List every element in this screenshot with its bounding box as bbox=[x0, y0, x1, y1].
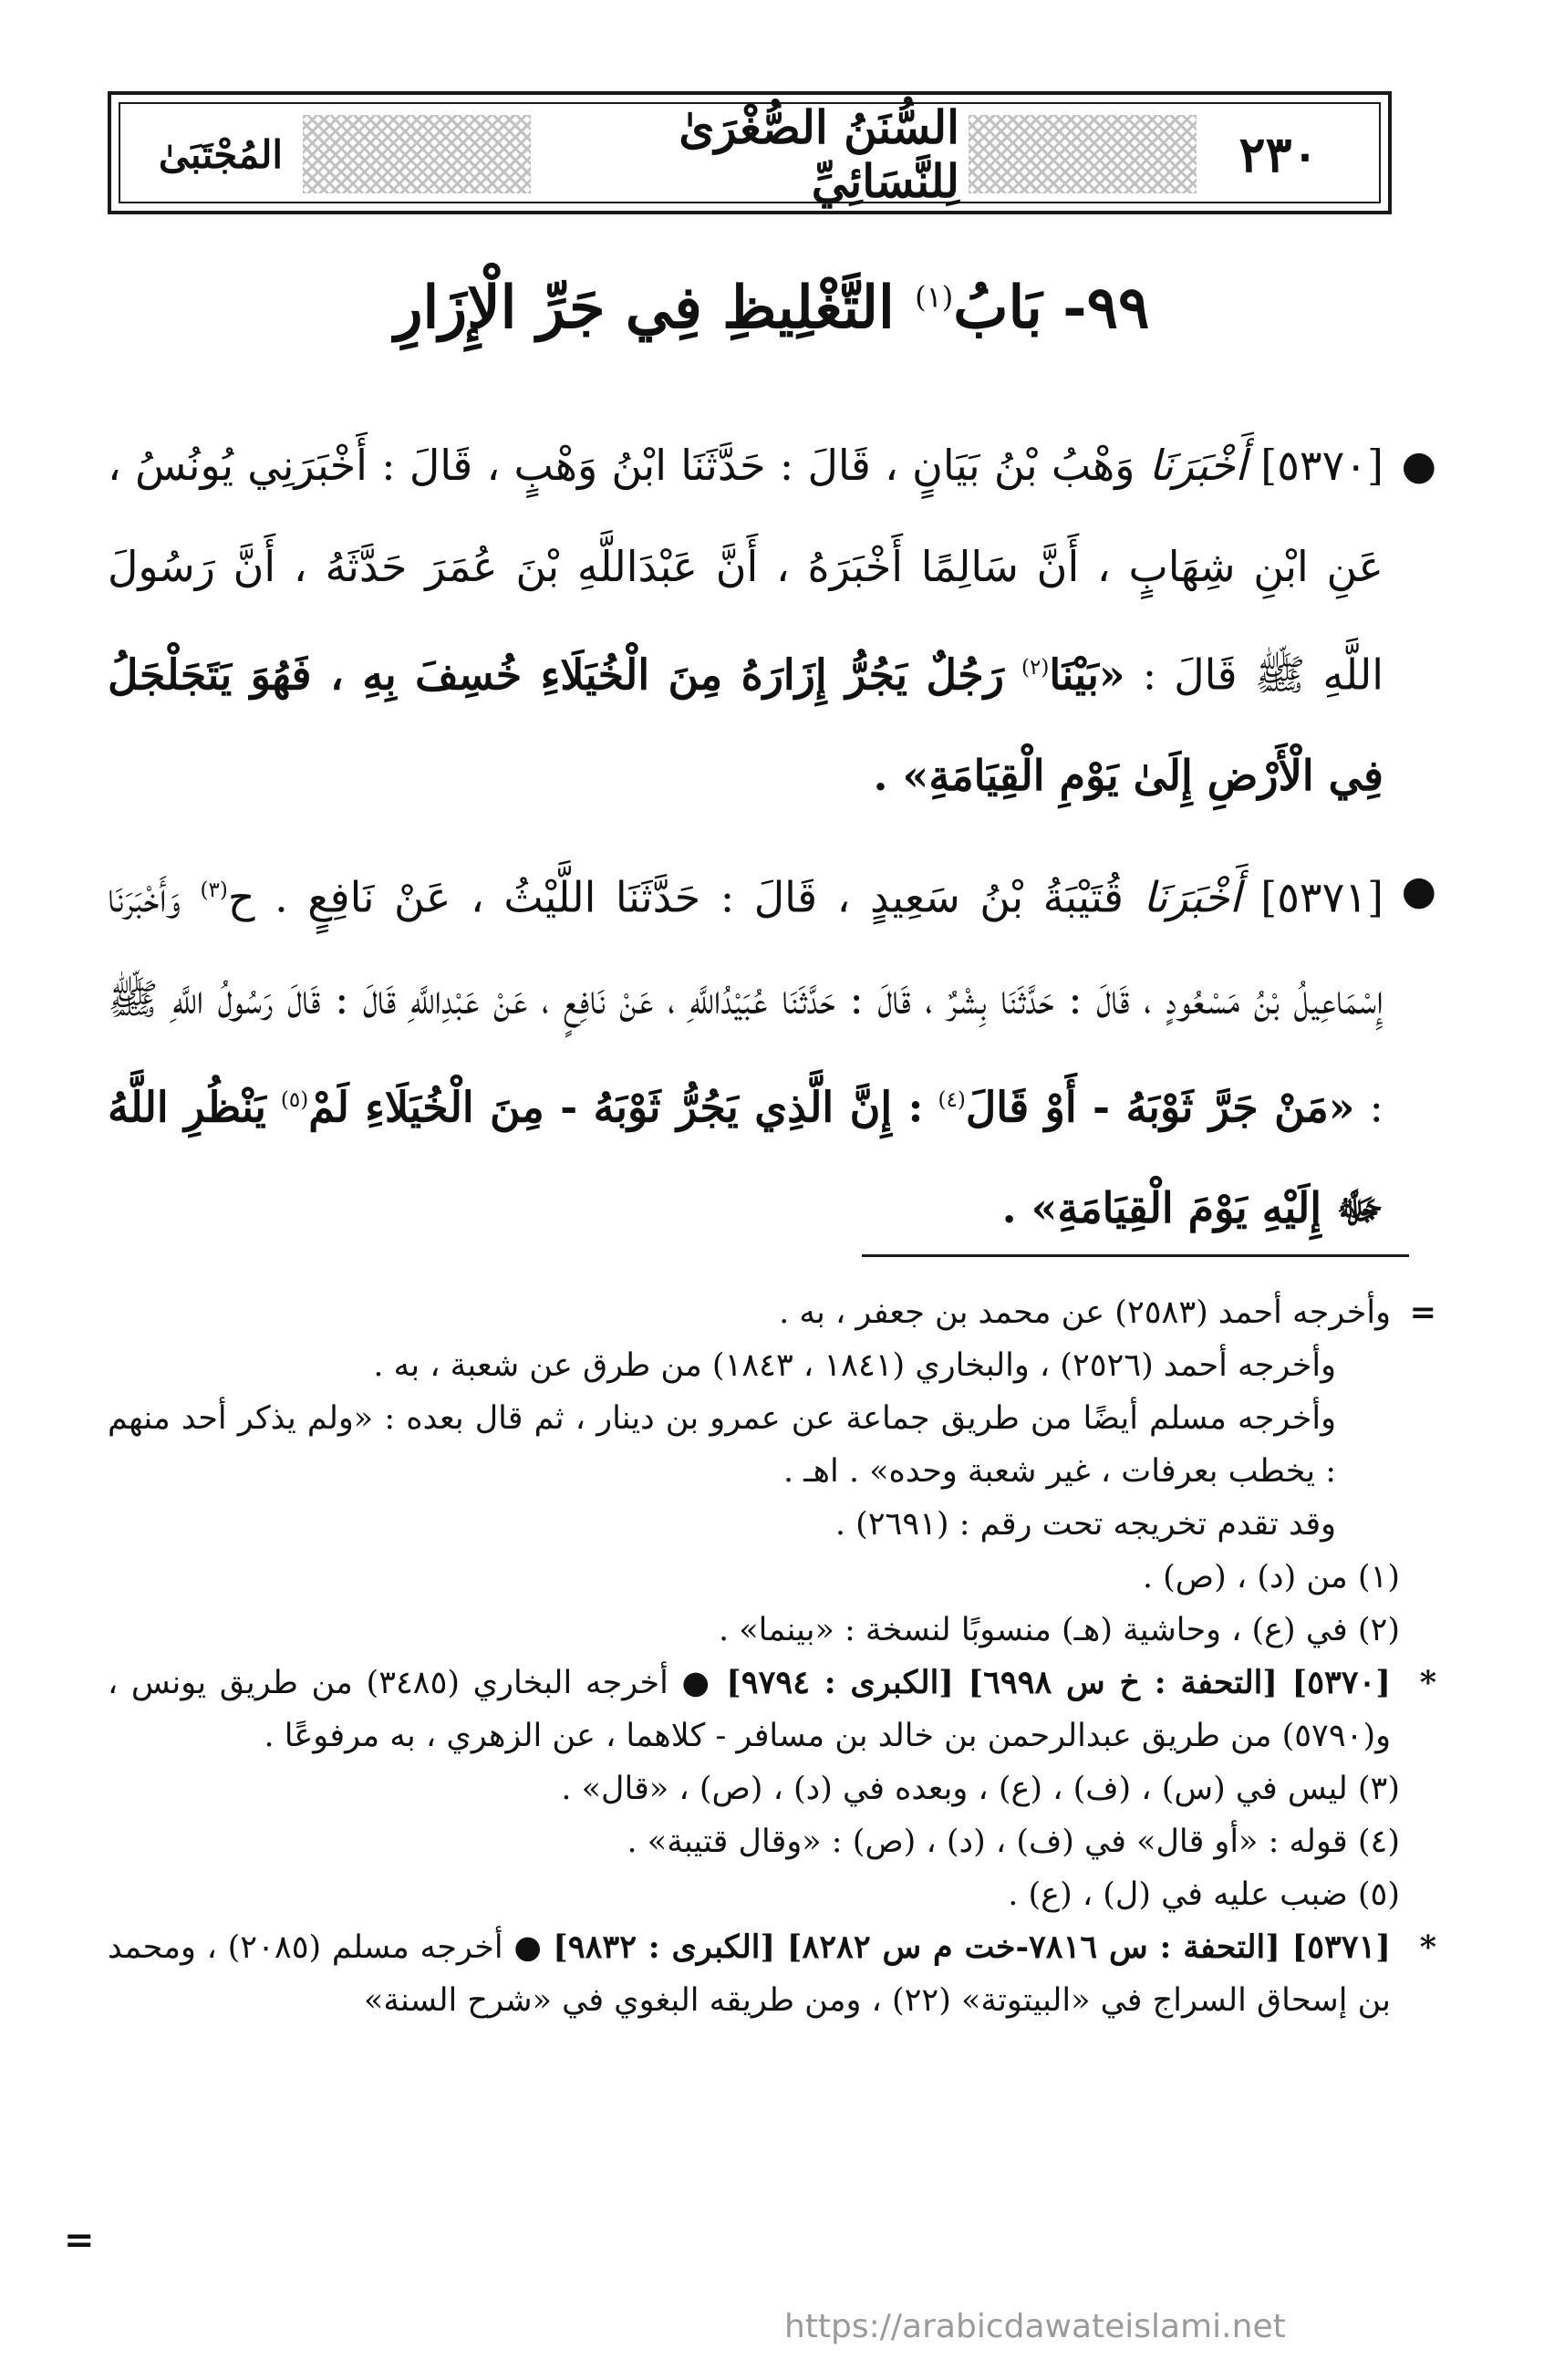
note-prev-1 bbox=[108, 1286, 1436, 1339]
chapter-number: ٩٩- bbox=[1062, 274, 1150, 342]
hadith-opening: أَخْبَرَنَا bbox=[1143, 872, 1241, 922]
footnotes bbox=[108, 1286, 1436, 2027]
footnote-1: (١) من (د) ، (ص) . bbox=[1142, 1559, 1400, 1595]
takhrij-text: ● أخرجه مسلم (٢٠٨٥) ، ومحمد بن إسحاق السراج في «البيتوتة» (٢٢) ، ومن طريقه البغوي في «شرح السنة» bbox=[108, 1929, 1391, 2019]
page-number: ٢٣٠ bbox=[1206, 115, 1352, 193]
chapter-title: التَّغْلِيظِ فِي جَرِّ الْإِزَارِ bbox=[394, 274, 895, 342]
note-prev-2: وأخرجه أحمد (٢٥٢٦) ، والبخاري (١٨٤١ ، ١٨٤٣) من طرق عن شعبة ، به . bbox=[373, 1347, 1336, 1384]
hadith-matn-part: مَنْ جَرَّ ثَوْبَهُ - أَوْ قَالَ bbox=[965, 1081, 1329, 1131]
hadith-5371 bbox=[108, 840, 1436, 1259]
takhrij-text: ● أخرجه البخاري (٣٤٨٥) من طريق يونس ، و(٥٧٩٠) من طريق عبدالرحمن بن خالد بن مسافر - كلاهما ، عن الزهري ، به مرفوعًا . bbox=[108, 1665, 1391, 1754]
watermark-url: https://arabicdawateislami.net bbox=[784, 2308, 1286, 2345]
footnote-ref: (٣) bbox=[200, 878, 228, 903]
footnote-4: (٤) قوله : «أو قال» في (ف) ، (د) ، (ص) : «وقال قتيبة» . bbox=[627, 1824, 1400, 1860]
page-continuation-mark: = bbox=[64, 2219, 95, 2261]
hadith-isnad: وَأَخْبَرَنَا إِسْمَاعِيلُ بْنُ مَسْعُودٍ ، قَالَ : حَدَّثَنَا بِشْرٌ ، قَالَ : حَدَّثَنَا عُبَيْدُاللَّهِ ، عَنْ نَافِعٍ ، عَنْ عَبْدِاللَّهِ قَالَ : قَالَ رَسُولُ اللَّهِ ﷺ : bbox=[108, 872, 1384, 1131]
series-title: المُجْتَبَىٰ bbox=[148, 115, 294, 193]
hadith-matn-part: بَيْنَا bbox=[1049, 650, 1099, 700]
asterisk-icon: * bbox=[1419, 1664, 1436, 1701]
note-prev-4: وقد تقدم تخريجه تحت رقم : (٢٦٩١) . bbox=[834, 1506, 1336, 1543]
asterisk-icon: * bbox=[1419, 1928, 1436, 1966]
hadith-opening: أَخْبَرَنَا bbox=[1148, 441, 1248, 490]
footnote-2: (٢) في (ع) ، وحاشية (هـ) منسوبًا لنسخة : «بينما» . bbox=[719, 1612, 1400, 1648]
footnote-ref: (٢) bbox=[1021, 656, 1050, 680]
hadith-body bbox=[108, 415, 1436, 1259]
takhrij-ref: [٥٣٧١] [التحفة : س ٧٨١٦-خت م س ٨٢٨٢] [الكبرى : ٩٨٣٢] bbox=[553, 1928, 1391, 1966]
bullet-icon: ● bbox=[1401, 868, 1436, 915]
footnote-ref: (٥) bbox=[280, 1087, 309, 1112]
hadith-matn-part: يَنْظُرِ اللَّهُ ﷻ إِلَيْهِ يَوْمَ الْقِيَامَةِ bbox=[108, 1081, 1383, 1232]
quote-close: » . bbox=[873, 751, 929, 801]
hadith-matn-part: : إِنَّ الَّذِي يَجُرُّ ثَوْبَهُ - مِنَ الْخُيَلَاءِ لَمْ bbox=[308, 1081, 924, 1131]
footnote-ref: (٤) bbox=[938, 1087, 966, 1112]
note-prev-3: وأخرجه مسلم أيضًا من طريق جماعة عن عمرو بن دينار ، ثم قال بعده : «ولم يذكر أحد منهم : يخطب بعرفات ، غير شعبة وحده» . اهـ . bbox=[108, 1400, 1336, 1490]
quote-open: « bbox=[1098, 650, 1125, 700]
note-text: وأخرجه أحمد (٢٥٨٣) عن محمد بن جعفر ، به . bbox=[779, 1294, 1391, 1331]
hadith-5370 bbox=[108, 415, 1436, 826]
takhrij-ref: [٥٣٧٠] [التحفة : خ س ٦٩٩٨] [الكبرى : ٩٧٩٤] bbox=[726, 1664, 1391, 1701]
hadith-number: [٥٣٧١] bbox=[1260, 872, 1383, 922]
header-ornament-left bbox=[303, 115, 531, 193]
footnote-3: (٣) ليس في (س) ، (ف) ، (ع) ، وبعده في (د) ، (ص) ، «قال» . bbox=[561, 1771, 1400, 1807]
chapter-heading bbox=[0, 274, 1544, 342]
hadith-isnad: قُتَيْبَةُ بْنُ سَعِيدٍ ، قَالَ : حَدَّثَنَا اللَّيْثُ ، عَنْ نَافِعٍ . ح bbox=[227, 872, 1124, 922]
footnote-separator bbox=[862, 1254, 1409, 1257]
header-ornament-right bbox=[969, 115, 1197, 193]
hadith-number: [٥٣٧٠] bbox=[1260, 441, 1383, 490]
quote-open: « bbox=[1328, 1081, 1355, 1131]
takhrij-5370 bbox=[108, 1657, 1436, 1762]
chapter-note-ref: (١) bbox=[915, 279, 954, 315]
bullet-icon: ● bbox=[1401, 442, 1436, 489]
quote-close: » . bbox=[1001, 1182, 1058, 1232]
footnote-5: (٥) ضبب عليه في (ل) ، (ع) . bbox=[1008, 1876, 1400, 1913]
hadith-isnad: وَهْبُ بْنُ بَيَانٍ ، قَالَ : حَدَّثَنَا ابْنُ وَهْبٍ ، قَالَ : أَخْبَرَنِي يُونُسُ ، عَنِ ابْنِ شِهَابٍ ، أَنَّ سَالِمًا أَخْبَرَهُ ، أَنَّ عَبْدَاللَّهِ بْنَ عُمَرَ حَدَّثَهُ ، أَنَّ رَسُولَ اللَّهِ ﷺ قَالَ : bbox=[108, 441, 1384, 700]
takhrij-5371 bbox=[108, 1921, 1436, 2027]
book-title: السُّنَنُ الصُّغْرَىٰ لِلنَّسَائِيِّ bbox=[540, 115, 959, 193]
hadith-matn-part: رَجُلٌ يَجُرُّ إِزَارَهُ مِنَ الْخُيَلَاءِ خُسِفَ بِهِ ، فَهُوَ يَتَجَلْجَلُ فِي الْأَرْضِ إِلَىٰ يَوْمِ الْقِيَامَةِ bbox=[108, 650, 1383, 801]
chapter-label: بَابُ bbox=[953, 274, 1042, 342]
page-header bbox=[108, 91, 1392, 214]
continuation-mark: = bbox=[1409, 1294, 1436, 1331]
